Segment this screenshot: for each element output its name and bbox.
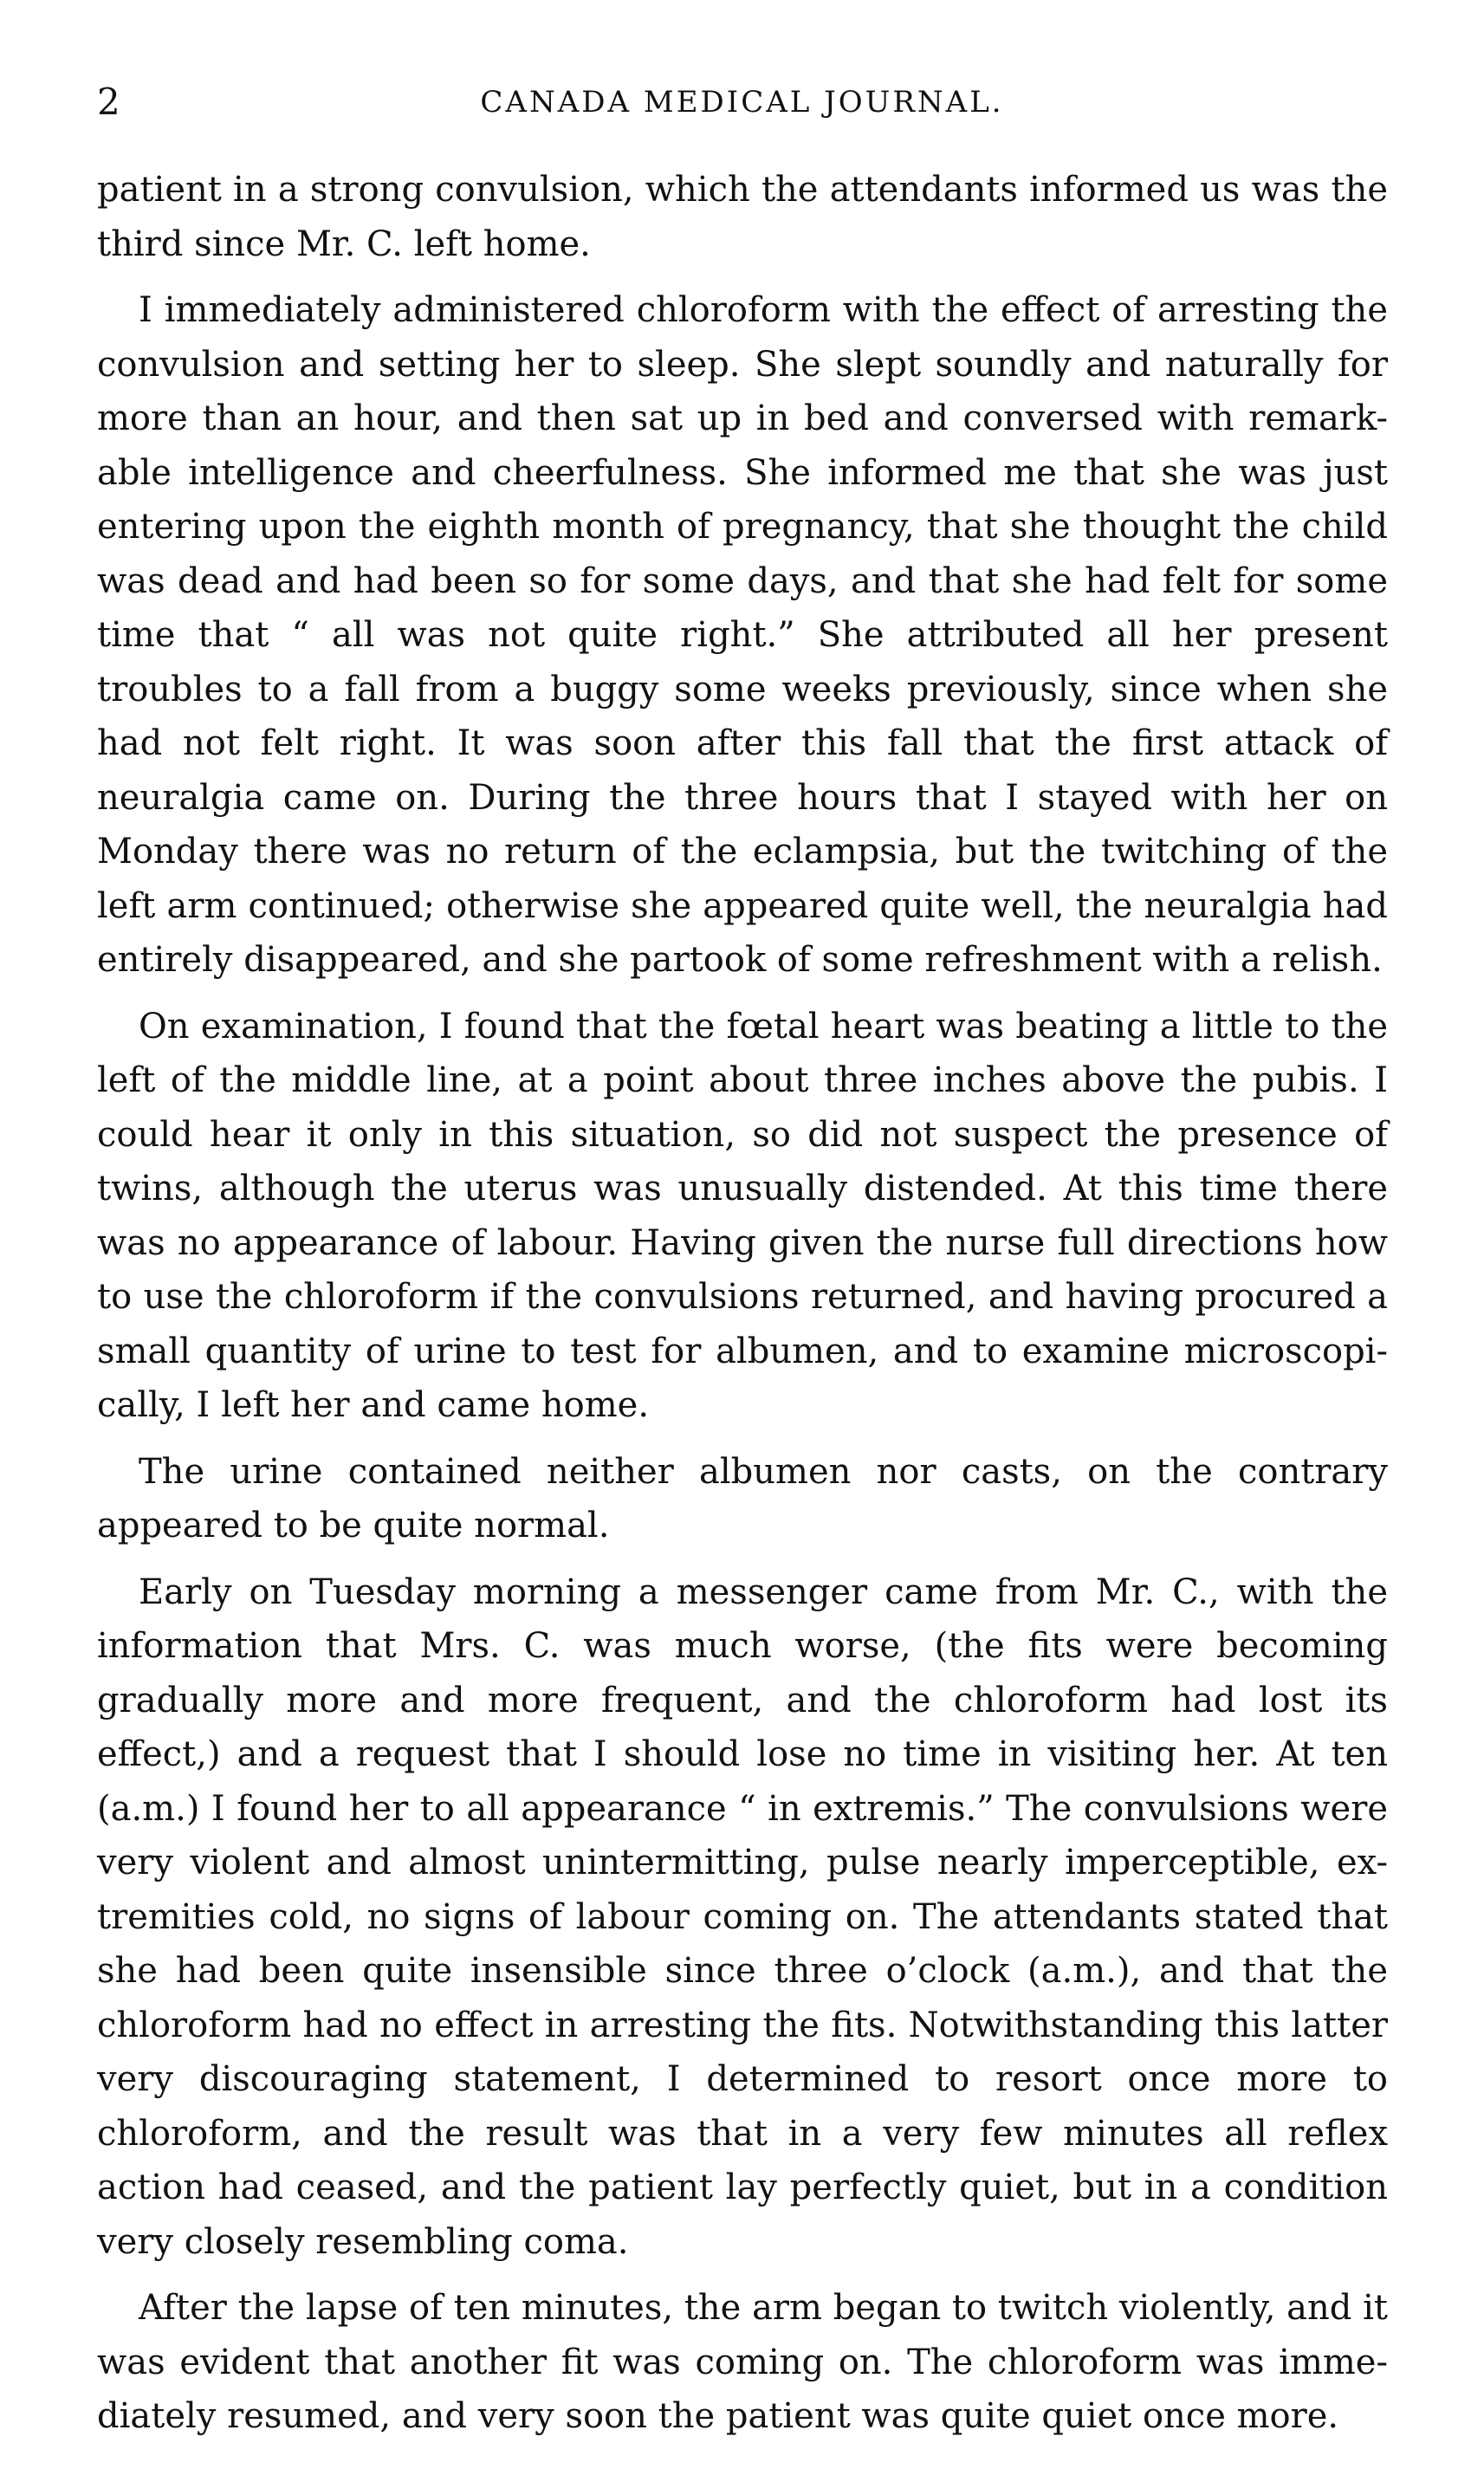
page-header bbox=[97, 76, 1387, 128]
page-number: 2 bbox=[97, 81, 120, 123]
paragraph-4: The urine contained neither albumen nor casts, on the contrary appeared to be quite normal. bbox=[97, 1451, 1388, 1546]
paragraph-1: patient in a strong convulsion, which the attendants informed us was the third since Mr. C. left home. bbox=[97, 170, 1388, 264]
paragraph-3: On examination, I found that the fœtal heart was beating a little to the left of the middle line, at a point about three inches above the pubis. I could hear it only in this situation, so did not suspect the presence of twins, although the uterus was unusually distended. At this time there was no appearance of labour. Having given the nurse full directions how to use the chloroform if the convulsions returned, and having procured a small quantity of urine to test for albumen, and to examine microscopi-cally, I left her and came home. bbox=[97, 1006, 1388, 1425]
paragraph-5: Early on Tuesday morning a messenger came from Mr. C., with the information that Mrs. C. was much worse, (the fits were becoming gradually more and more frequent, and the chloroform had lost its effect,) and a request that I should lose no time in visiting her. At ten (a.m.) I found her to all appearance “ in extremis.” The convulsions were very violent and almost unintermitting, pulse nearly imperceptible, ex-tremities cold, no signs of labour coming on. The attendants stated that she had been quite insensible since three o’clock (a.m.), and that the chloroform had no effect in arresting the fits. Notwithstanding this latter very discouraging statement, I determined to resort once more to chloroform, and the result was that in a very few minutes all reflex action had ceased, and the patient lay perfectly quiet, but in a condition very closely resembling coma. bbox=[97, 1571, 1388, 2262]
paragraph-6: After the lapse of ten minutes, the arm began to twitch violently, and it was evident that another fit was coming on. The chloroform was imme-diately resumed, and very soon the patient was quite quiet once more. bbox=[97, 2288, 1388, 2436]
article-body bbox=[97, 163, 1388, 2456]
running-head: CANADA MEDICAL JOURNAL. bbox=[480, 85, 1004, 120]
paragraph-2: I immediately administered chloroform with the effect of arresting the convulsion and setting her to sleep. She slept soundly and naturally for more than an hour, and then sat up in bed and conversed with remark-able intelligence and cheerfulness. She informed me that she was just entering upon the eighth month of pregnancy, that she thought the child was dead and had been so for some days, and that she had felt for some time that “ all was not quite right.” She attributed all her present troubles to a fall from a buggy some weeks previously, since when she had not felt right. It was soon after this fall that the first attack of neuralgia came on. During the three hours that I stayed with her on Monday there was no return of the eclampsia, but the twitching of the left arm continued; otherwise she appeared quite well, the neuralgia had entirely disappeared, and she partook of some refreshment with a relish. bbox=[97, 290, 1388, 980]
